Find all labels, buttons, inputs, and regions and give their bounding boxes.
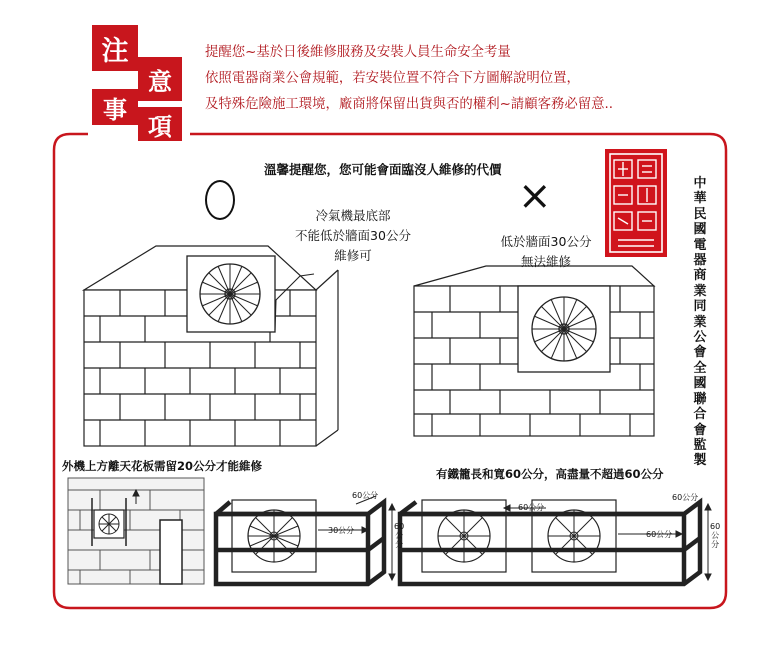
vertical-char: 商 [693,268,707,284]
vertical-char: 國 [693,222,707,238]
vertical-char: 中 [693,176,707,191]
ok-mark-circle [205,180,235,220]
badge-char-3: 事 [92,89,138,125]
vertical-char: 國 [693,376,707,392]
ng-text-2: 無法維修 [520,254,571,269]
vertical-char: 器 [693,253,707,269]
ac-unit-ok [187,256,275,332]
rack-note: 有鐵籠長和寬60公分，高盡量不超過60公分 [436,467,664,481]
ok-text-1: 冷氣機最底部 [315,208,391,223]
ok-description [290,206,416,266]
vertical-char: 華 [693,191,707,207]
dim-label-depth-single: 60公分 [352,491,379,500]
dim-label-gap2-double: 60公分 [646,530,673,539]
cage-double [400,500,711,584]
dim-h-3: 分 [395,540,404,549]
dim-h2-2: 公 [711,531,720,540]
diagram-title: 溫馨提醒您，您可能會面臨沒人維修的代價 [264,162,502,177]
ok-text-3: 維修可 [334,248,372,263]
vertical-char: 會 [693,422,707,438]
ok-text-2: 不能低於牆面30公分 [295,228,411,243]
vertical-char: 聯 [693,391,707,407]
dim-label-gap-double: 60公分 [518,503,545,512]
vertical-char: 同 [693,299,707,315]
badge-char-2: 意 [138,57,182,101]
ceiling-note: 外機上方離天花板需留20公分才能維修 [62,459,263,473]
notice-line-3: 及特殊危險施工環境，廠商將保留出貨與否的權利~請顧客務必留意.. [205,97,614,112]
dim-h-2: 公 [395,531,404,540]
vertical-char: 會 [693,345,707,361]
dim-h2-1: 60 [710,522,721,531]
dim-label-height-double [710,522,720,549]
ac-unit-ng [518,286,610,372]
vertical-char: 合 [693,407,707,423]
vertical-char: 業 [693,314,707,330]
dim-label-gap-single: 30公分 [328,526,355,535]
dim-h-1: 60 [394,522,405,531]
ng-description [496,232,596,272]
vertical-char: 製 [693,453,707,469]
room-scene [68,478,204,584]
vertical-char: 公 [693,330,707,346]
association-seal [604,148,668,258]
badge-char-4: 項 [138,107,182,141]
vertical-char: 業 [693,283,707,299]
cage-single [216,496,395,584]
vertical-char: 全 [693,360,707,376]
dim-label-height-single [394,522,404,549]
association-vertical-text [690,176,710,469]
vertical-char: 電 [693,237,707,253]
notice-line-2: 依照電器商業公會規範，若安裝位置不符合下方圖解說明位置， [205,71,580,86]
ng-text-1: 低於牆面30公分 [500,234,592,249]
dim-h2-3: 分 [711,540,720,549]
dim-label-depth-double: 60公分 [672,493,699,502]
notice-line-1: 提醒您~基於日後維修服務及安裝人員生命安全考量 [205,45,511,60]
badge-char-1: 注 [92,25,138,71]
vertical-char: 民 [693,206,707,222]
vertical-char: 監 [693,437,707,453]
ng-mark-x: × [518,173,552,219]
